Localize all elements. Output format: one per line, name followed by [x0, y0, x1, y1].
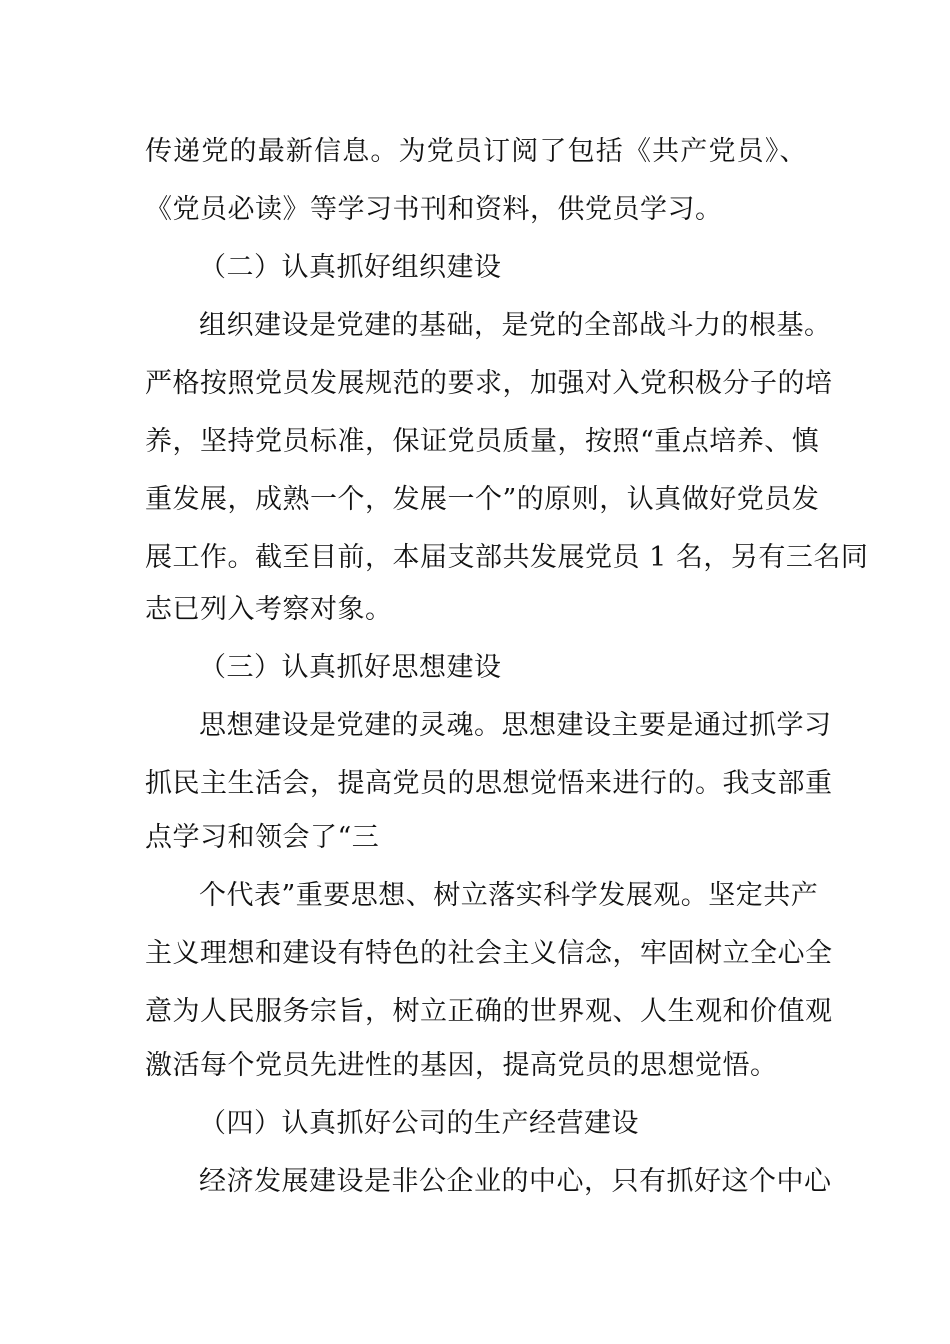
text-line: 重发展，成熟一个，发展一个”的原则，认真做好党员发 [145, 484, 820, 515]
section-heading: （三）认真抓好思想建设 [199, 652, 502, 683]
text-line: 《党员必读》等学习书刊和资料，供党员学习。 [145, 194, 723, 225]
text-line: 组织建设是党建的基础，是党的全部战斗力的根基。 [199, 310, 832, 341]
text-line: 传递党的最新信息。为党员订阅了包括《共产党员》、 [145, 136, 807, 167]
text-line: 思想建设是党建的灵魂。思想建设主要是通过抓学习 [199, 710, 832, 741]
text-line: 展工作。截至目前，本届支部共发展党员 1 名，另有三名同 [145, 542, 869, 573]
text-line: 严格按照党员发展规范的要求，加强对入党积极分子的培 [145, 368, 833, 399]
text-line: 经济发展建设是非公企业的中心，只有抓好这个中心 [199, 1166, 832, 1197]
text-line: 抓民主生活会，提高党员的思想觉悟来进行的。我支部重 [145, 768, 833, 799]
text-line: 志已列入考察对象。 [145, 594, 393, 625]
text-line: 激活每个党员先进性的基因，提高党员的思想觉悟。 [145, 1050, 778, 1081]
section-heading: （二）认真抓好组织建设 [199, 252, 502, 283]
text-line: 点学习和领会了“三 [145, 822, 380, 853]
section-heading: （四）认真抓好公司的生产经营建设 [199, 1108, 639, 1139]
text-line: 意为人民服务宗旨，树立正确的世界观、人生观和价值观 [145, 996, 833, 1027]
text-line: 个代表”重要思想、树立落实科学发展观。坚定共产 [199, 880, 819, 911]
text-line: 主义理想和建设有特色的社会主义信念，牢固树立全心全 [145, 938, 833, 969]
text-line: 养，坚持党员标准，保证党员质量，按照“重点培养、慎 [145, 426, 820, 457]
